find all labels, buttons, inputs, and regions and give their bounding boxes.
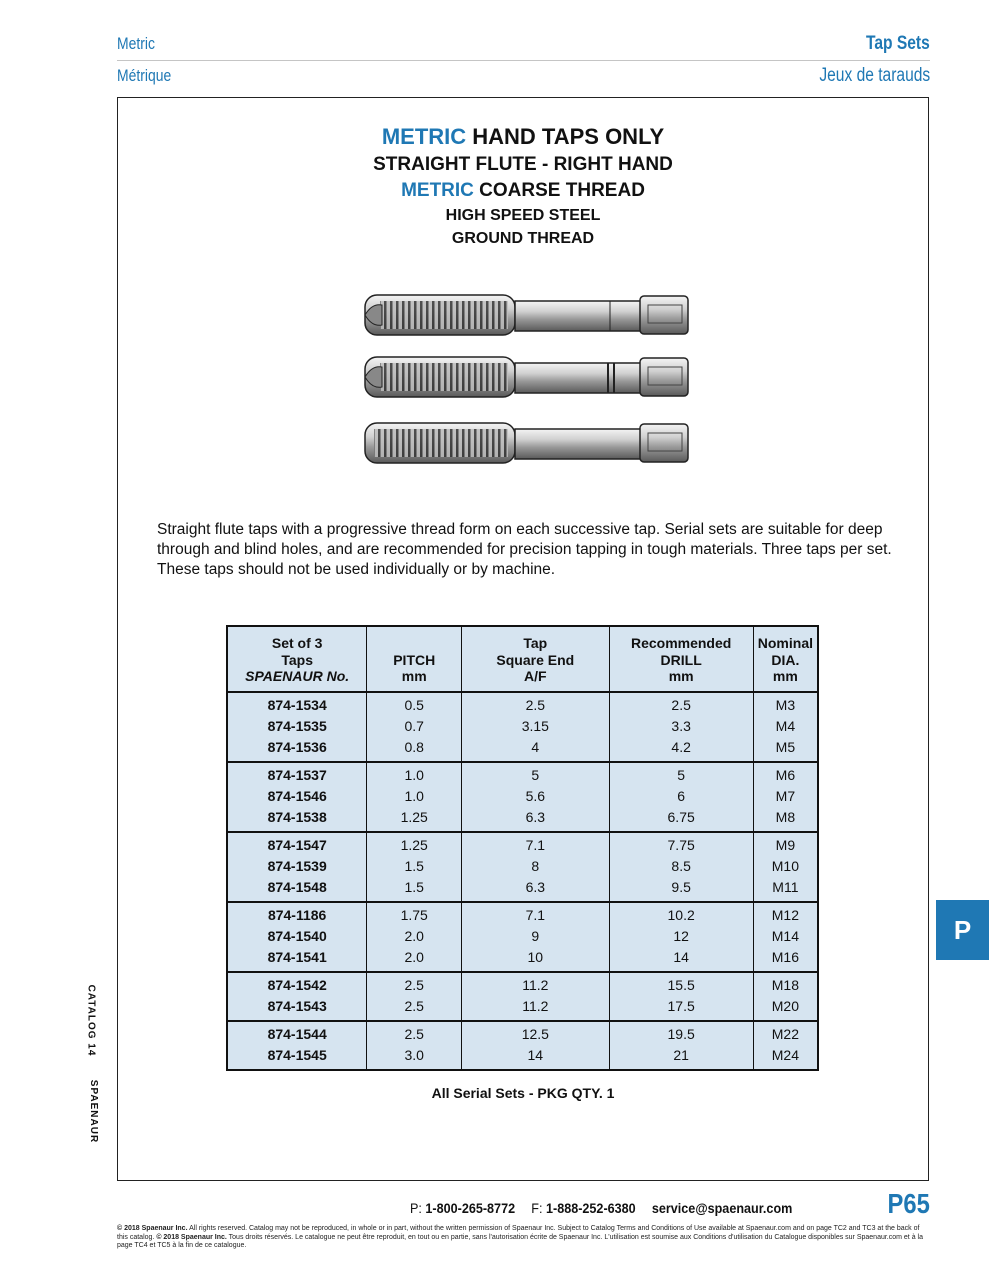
header-drill: Recommended DRILL mm — [609, 626, 753, 692]
tap-set-spec-table — [226, 625, 819, 1071]
package-quantity-note: All Serial Sets - PKG QTY. 1 — [431, 1085, 615, 1101]
table-row: 874-1547 1.25 7.1 7.75 M9 — [227, 832, 818, 856]
legal-notice: © 2018 Spaenaur Inc. All rights reserved. Catalog may not be reproduced, in whole or in part, without the written permission of Spaenaur Inc. Subject to Catalog Terms and Conditions of Use available at Spaenaur.com and on page TC2 and TC3 at the back of this catalog. © 2018 Spaenaur Inc. Tous droits réservés. Le catalogue ne peut être reproduit, en tout ou en partie, sans l'autorisation écrite de Spaenaur Inc. L'utilisation est soumise aux Conditions d'utilisation du Catalogue disponibles sur Spaenaur.com et à la page TC4 et TC5 à la fin de ce catalogue. — [117, 1225, 923, 1250]
table-row: 874-1535 0.7 3.15 3.3 M4 — [227, 716, 818, 737]
title-line-5: GROUND THREAD — [451, 230, 595, 247]
phone-number[interactable]: 1-800-265-8772 — [425, 1200, 516, 1216]
brand-label: SPAENAUR — [88, 1079, 100, 1144]
section-tab[interactable]: P — [936, 900, 989, 960]
contact-bar: P: 1-800-265-8772 F: 1-888-252-6380 service@spaenaur.com — [410, 1200, 793, 1216]
table-group — [227, 762, 818, 832]
page-number: P65 — [887, 1188, 930, 1219]
table-header-row — [227, 626, 818, 692]
tap-plug — [365, 357, 688, 397]
header-divider — [117, 60, 930, 61]
header-pitch: PITCH mm — [367, 626, 462, 692]
title-line-4: HIGH SPEED STEEL — [445, 207, 601, 224]
table-group — [227, 1021, 818, 1070]
fax-number: 1-888-252-6380 — [545, 1200, 636, 1216]
table-row: 874-1537 1.0 5 5 M6 — [227, 762, 818, 786]
header-section-fr: Métrique — [117, 66, 172, 85]
table-row: 874-1536 0.8 4 4.2 M5 — [227, 737, 818, 762]
title-line-2: STRAIGHT FLUTE - RIGHT HAND — [373, 154, 673, 175]
tap-taper — [365, 295, 688, 335]
header-category-en: Tap Sets — [866, 33, 930, 54]
table-group — [227, 902, 818, 972]
header-nominal-dia: Nominal DIA. mm — [753, 626, 818, 692]
header-set-number: Set of 3 Taps SPAENAUR No. — [227, 626, 367, 692]
tap-set-illustration — [360, 285, 692, 475]
table-group — [227, 832, 818, 902]
table-row: 874-1545 3.0 14 21 M24 — [227, 1045, 818, 1070]
table-row: 874-1539 1.5 8 8.5 M10 — [227, 856, 818, 877]
table-row: 874-1542 2.5 11.2 15.5 M18 — [227, 972, 818, 996]
header-section-en: Metric — [117, 34, 155, 53]
email-link[interactable]: service@spaenaur.com — [651, 1200, 793, 1216]
table-row: 874-1548 1.5 6.3 9.5 M11 — [227, 877, 818, 902]
title-line-3: METRIC COARSE THREAD — [401, 180, 645, 201]
table-row: 874-1538 1.25 6.3 6.75 M8 — [227, 807, 818, 832]
table-row: 874-1534 0.5 2.5 2.5 M3 — [227, 692, 818, 716]
catalog-label: CATALOG 14 — [85, 984, 97, 1057]
table-row: 874-1543 2.5 11.2 17.5 M20 — [227, 996, 818, 1021]
title-line-1: METRIC HAND TAPS ONLY — [381, 124, 665, 149]
table-row: 874-1546 1.0 5.6 6 M7 — [227, 786, 818, 807]
product-description: Straight flute taps with a progressive thread form on each successive tap. Serial sets are suitable for deep through and blind holes, and are recommended for precision tapping in tough materials. Three taps per set. These taps should not be used individually or by machine. — [157, 521, 892, 578]
header-category-fr: Jeux de tarauds — [819, 65, 930, 86]
table-row: 874-1541 2.0 10 14 M16 — [227, 947, 818, 972]
header-square-end: Tap Square End A/F — [462, 626, 609, 692]
table-row: 874-1186 1.75 7.1 10.2 M12 — [227, 902, 818, 926]
title-block — [117, 122, 929, 250]
table-row: 874-1544 2.5 12.5 19.5 M22 — [227, 1021, 818, 1045]
tap-bottoming — [365, 423, 688, 463]
table-group — [227, 972, 818, 1021]
table-row: 874-1540 2.0 9 12 M14 — [227, 926, 818, 947]
table-group — [227, 692, 818, 762]
